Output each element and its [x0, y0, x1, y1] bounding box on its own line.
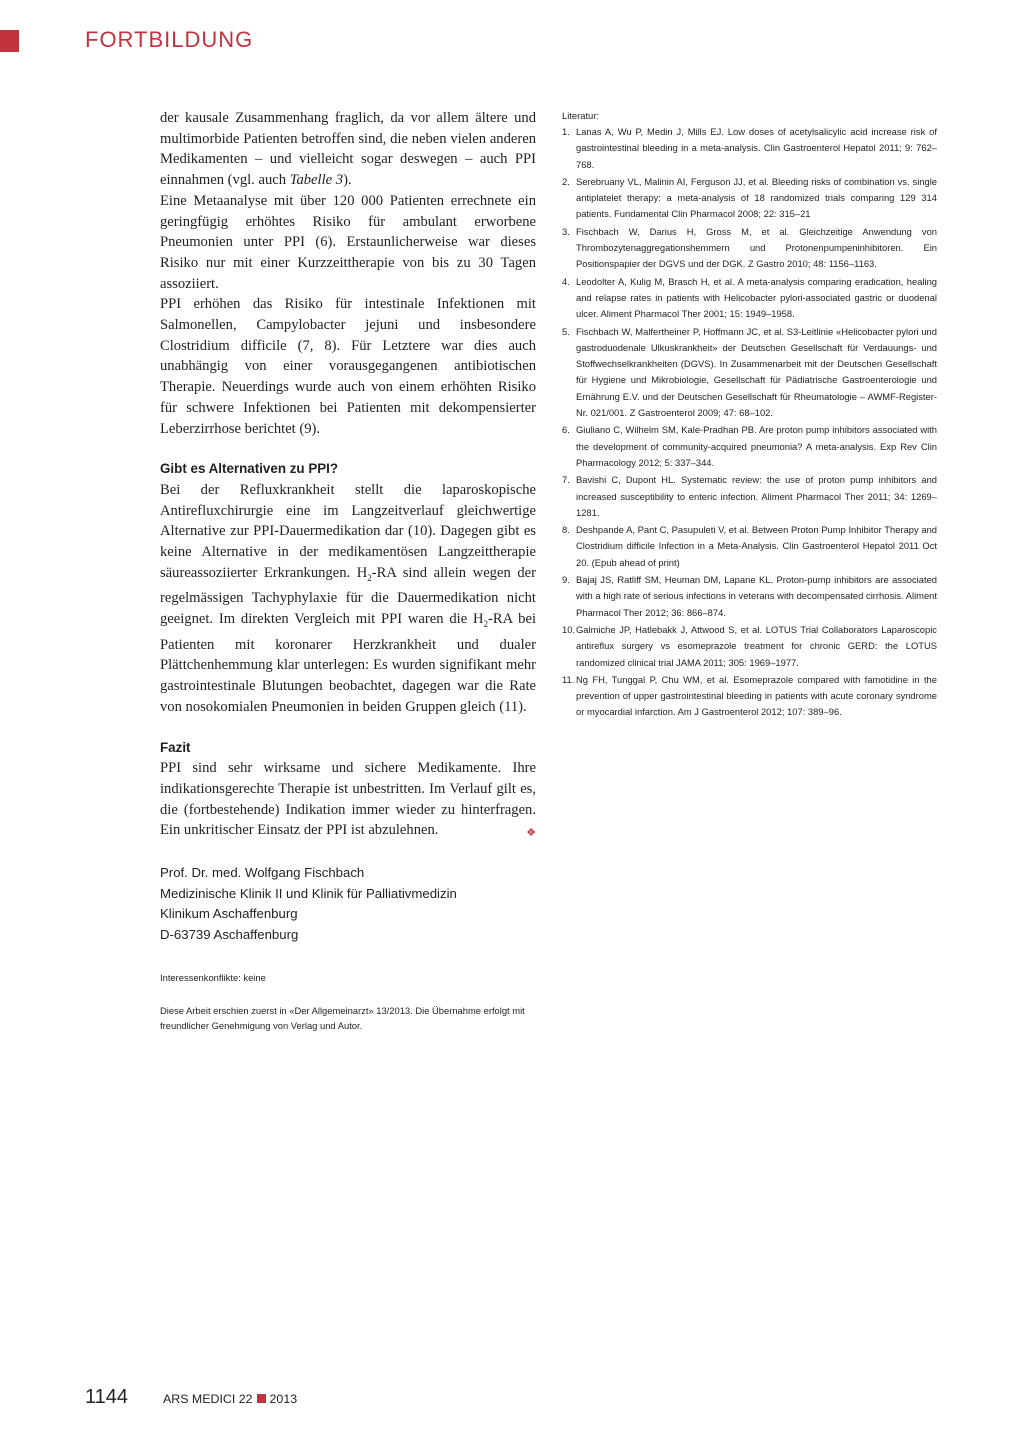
author-block [160, 863, 536, 946]
end-of-article-icon: ❖ [526, 827, 536, 840]
paragraph-3: PPI erhöhen das Risiko für intestinale Infektionen mit Salmonellen, Campylobacter jejuni und insbesondere Clostridium difficile (7, 8). Für Letztere war dies auch unabhängig von einer vorausgegangenen antibiotischen Therapie. Neuerdings wurde auch von einem erhöhten Risiko für schwere Infektionen bei Patienten mit dekompensierter Leberzirrhose berichtet (9). [160, 296, 536, 437]
references-list [562, 124, 937, 721]
first-published-note: Diese Arbeit erschien zuerst in «Der Allgemeinarzt» 13/2013. Die Übernahme erfolgt mit freundlicher Genehmigung von Verlag und Autor. [160, 1004, 525, 1031]
reference-item: 7. Bavishi C, Dupont HL. Systematic review: the use of proton pump inhibitors and increased susceptibility to enteric infection. Aliment Pharmacol Ther 2011; 34: 1269–1281. [562, 474, 937, 518]
paragraph-1: der kausale Zusammenhang fraglich, da vor allem ältere und multimorbide Patienten betroffen sind, die neben vielen anderen Medikamenten – und vielleicht sogar deswegen – auch PPI einnahmen (vgl. auch Tabelle 3). [160, 110, 536, 189]
page-number: 1144 [85, 1386, 129, 1408]
reference-item: 8. Deshpande A, Pant C, Pasupuleti V, et al. Between Proton Pump Inhibitor Therapy and Clostridium difficile Infection in a Meta-Analysis. Clin Gastroenterol Hepatol 2011 Oct 20. (Epub ahead of print) [562, 524, 937, 568]
reference-item: 1. Lanas A, Wu P, Medin J, Mills EJ. Low doses of acetylsalicylic acid increase risk of gastrointestinal bleeding in a meta-analysis. Clin Gastroenterol Hepatol 2011; 9: 762–768. [562, 126, 937, 170]
main-text-column [160, 108, 536, 1033]
reference-item: 10. Galmiche JP, Hatlebakk J, Attwood S, et al. LOTUS Trial Collaborators Laparoscopic antireflux surgery vs esomeprazole treatment for chronic GERD: the LOTUS randomized clinical trial JAMA 2011; 305: 1969–1977. [562, 623, 937, 668]
references-heading: Literatur: [562, 110, 599, 121]
reference-item: 11. Ng FH, Tunggal P, Chu WM, et al. Esomeprazole compared with famotidine in the prevention of upper gastrointestinal bleeding in patients with acute coronary syndrome or myocardial infarction. Am J Gastroenterol 2012; 107: 389–96. [562, 673, 937, 718]
section-title: FORTBILDUNG [85, 27, 254, 52]
journal-name: ARS MEDICI 22 [163, 1392, 253, 1406]
table-reference: Tabelle 3 [289, 172, 344, 189]
author-city: D-63739 Aschaffenburg [160, 927, 299, 943]
separator-square-icon [257, 1394, 266, 1403]
references-column [562, 108, 937, 722]
paragraph-fazit: PPI sind sehr wirksame und sichere Medikamente. Ihre indikationsgerechte Therapie ist unbestritten. Im Verlauf gilt es, die (fortbestehende) Indikation immer wieder zu hinterfragen. Ein unkritischer Einsatz der PPI ist abzulehnen. ❖ [160, 758, 536, 841]
conflicts-note: Interessenkonflikte: keine [160, 971, 266, 983]
reference-item: 5. Fischbach W, Malfertheiner P, Hoffmann JC, et al. S3-Leitlinie «Helicobacter pylori und gastroduodenale Ulkuskrankheit» der Deutschen Gesellschaft für Verdauungs- und Stoffwechselkrankheiten (DGVS). In Zusammenarbeit mit der Deutschen Gesellschaft für Hygiene und Mikrobiologie, Gesellschaft für Pädiatrische Gastroenterologie und Ernährung E.V. und der Deutschen Gesellschaft für Rheumatologie – AWMF-Register-Nr. 021/001. Z Gastroenterol 2009; 47: 68–102. [562, 325, 937, 419]
reference-item: 9. Bajaj JS, Ratliff SM, Heuman DM, Lapane KL. Proton-pump inhibitors are associated with a high rate of serious infections in veterans with decompensated cirrhosis. Aliment Pharmacol Ther 2012; 36: 866–874. [562, 574, 937, 618]
author-hospital: Klinikum Aschaffenburg [160, 906, 298, 922]
paragraph-2: Eine Metaanalyse mit über 120 000 Patienten errechnete ein geringfügig erhöhtes Risiko für ambulant erworbene Pneumonien unter PPI (6). Erstaunlicherweise war dieses Risiko nur mit einer Kurzzeittherapie von bis zu 30 Tagen assoziiert. [160, 192, 536, 292]
section-color-marker [0, 30, 19, 52]
heading-alternatives: Gibt es Alternativen zu PPI? [160, 461, 339, 477]
reference-item: 3. Fischbach W, Darius H, Gross M, et al. Gleichzeitige Anwendung von Thrombozytenaggregationshemmern und Protonenpumpeninhibitoren. Ein Positionspapier der DGVS und der DGK. Z Gastro 2010; 48: 1156–1163. [562, 225, 937, 270]
author-department: Medizinische Klinik II und Klinik für Palliativmedizin [160, 885, 457, 901]
journal-year: 2013 [269, 1392, 298, 1406]
page-footer [85, 1386, 297, 1416]
reference-item: 6. Giuliano C, Wilhelm SM, Kale-Pradhan PB. Are proton pump inhibitors associated with the development of community-acquired pneumonia? A meta-analysis. Exp Rev Clin Pharmacology 2012; 5: 337–344. [562, 424, 937, 468]
heading-fazit: Fazit [160, 739, 191, 755]
author-name: Prof. Dr. med. Wolfgang Fischbach [160, 865, 365, 881]
paragraph-4: Bei der Refluxkrankheit stellt die laparoskopische Antirefluxchirurgie eine im Langzeitverlauf gleichwertige Alternative zur PPI-Dauermedikation dar (10). Dagegen gibt es keine Alternative in der medikamentösen Langzeittherapie säureassoziierter Erkrankungen. $H_2-RA$ sind allein wegen der regelmässigen Tachyphylaxie für die Dauermedikation nicht geeignet. Im direkten Vergleich mit PPI waren die $H_2-RA$ bei Patienten mit koronarer Herzkrankheit und dualer Plättchenhemmung klar unterlegen: Es wurden signifikant mehr gastrointestinale Blutungen beobachtet, dagegen war die Rate von nosokomialen Pneumonien in beiden Gruppen gleich (11). [160, 481, 536, 715]
reference-item: 2. Serebruany VL, Malinin AI, Ferguson JJ, et al. Bleeding risks of combination vs. single antiplatelet therapy: a meta-analysis of 18 randomized trials comparing 129 314 patients. Fundamental Clin Pharmacol 2008; 22: 315–21 [562, 175, 937, 220]
reference-item: 4. Leodolter A, Kulig M, Brasch H, et al. A meta-analysis comparing eradication, healing and relapse rates in patients with Helicobacter pylori-associated gastric or duodenal ulcer. Aliment Pharmacol Ther 2001; 15: 1949–1958. [562, 275, 937, 320]
